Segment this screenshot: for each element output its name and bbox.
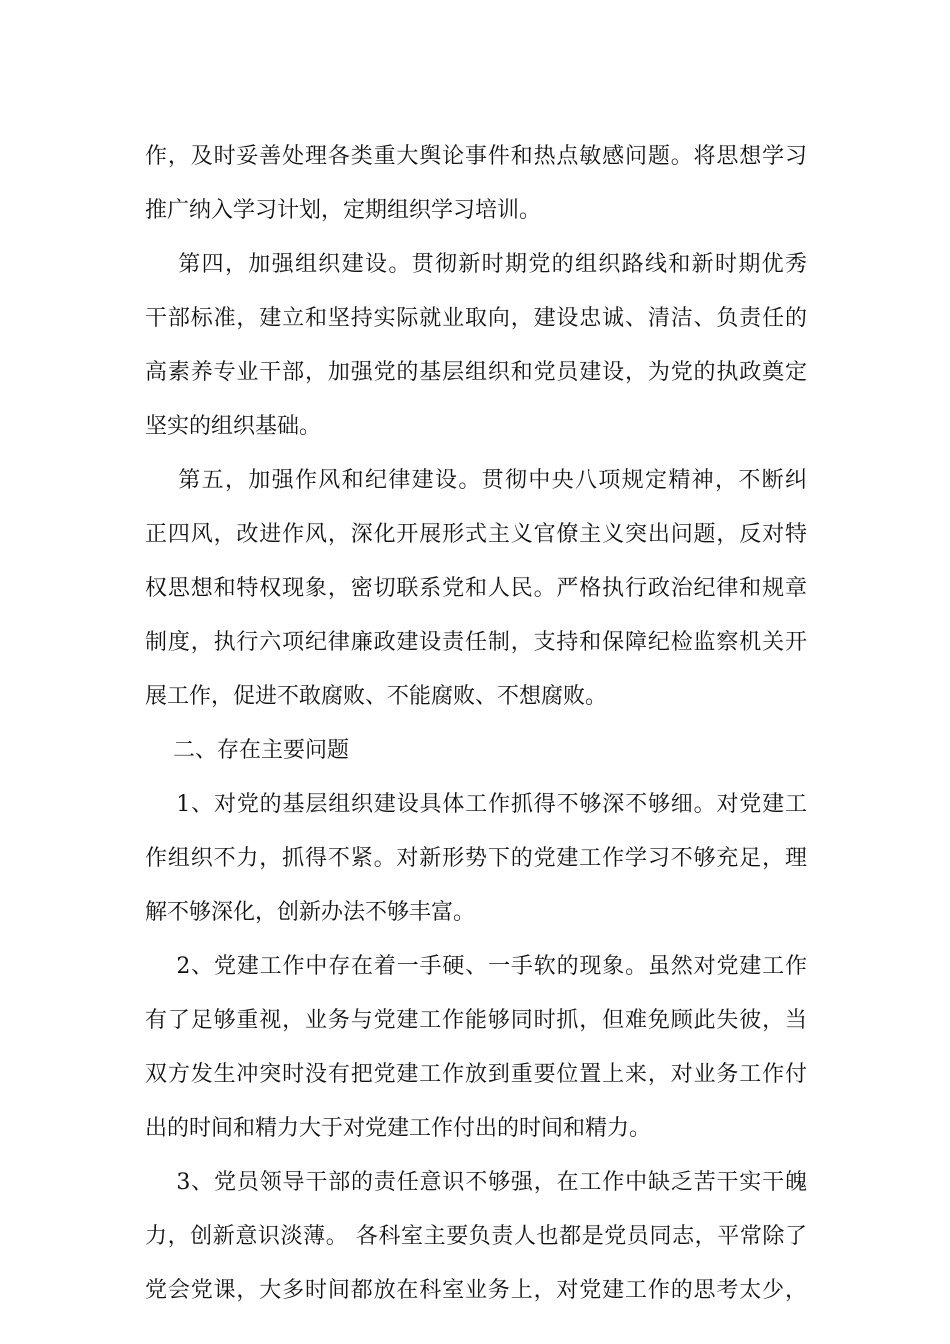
text-line: 2、党建工作中存在着一手硬、一手软的现象。虽然对党建工作 <box>145 954 807 979</box>
text-line: 干部标准，建立和坚持实际就业取向，建设忠诚、清洁、负责任的 <box>145 306 807 331</box>
text-line: 双方发生冲突时没有把党建工作放到重要位置上来，对业务工作付 <box>145 1062 807 1087</box>
text-line: 3、党员领导干部的责任意识不够强，在工作中缺乏苦干实干魄 <box>145 1170 807 1195</box>
text-line: 第五，加强作风和纪律建设。贯彻中央八项规定精神，不断纠 <box>145 468 807 493</box>
text-line: 出的时间和精力大于对党建工作付出的时间和精力。 <box>145 1116 652 1141</box>
text-line: 第四，加强组织建设。贯彻新时期党的组织路线和新时期优秀 <box>145 252 807 277</box>
text-line: 展工作，促进不敢腐败、不能腐败、不想腐败。 <box>145 684 608 709</box>
text-line: 制度，执行六项纪律廉政建设责任制，支持和保障纪检监察机关开 <box>145 630 807 655</box>
text-line: 1、对党的基层组织建设具体工作抓得不够深不够细。对党建工 <box>145 792 807 817</box>
text-line: 正四风，改进作风，深化开展形式主义官僚主义突出问题，反对特 <box>145 522 807 547</box>
text-line: 解不够深化，创新办法不够丰富。 <box>145 900 476 925</box>
text-line: 二、存在主要问题 <box>145 738 349 763</box>
text-line: 作，及时妥善处理各类重大舆论事件和热点敏感问题。将思想学习 <box>145 144 807 169</box>
text-line: 党会党课，大多时间都放在科室业务上，对党建工作的思考太少， <box>145 1278 807 1303</box>
text-line: 推广纳入学习计划，定期组织学习培训。 <box>145 198 542 223</box>
text-line: 坚实的组织基础。 <box>145 414 322 439</box>
text-line: 作组织不力，抓得不紧。对新形势下的党建工作学习不够充足，理 <box>145 846 807 871</box>
text-line: 高素养专业干部，加强党的基层组织和党员建设，为党的执政奠定 <box>145 360 807 385</box>
text-line: 有了足够重视，业务与党建工作能够同时抓，但难免顾此失彼，当 <box>145 1008 807 1033</box>
text-line: 力，创新意识淡薄。 各科室主要负责人也都是党员同志，平常除了 <box>145 1224 807 1249</box>
text-line: 权思想和特权现象，密切联系党和人民。严格执行政治纪律和规章 <box>145 576 807 601</box>
document-body <box>145 130 807 1318</box>
